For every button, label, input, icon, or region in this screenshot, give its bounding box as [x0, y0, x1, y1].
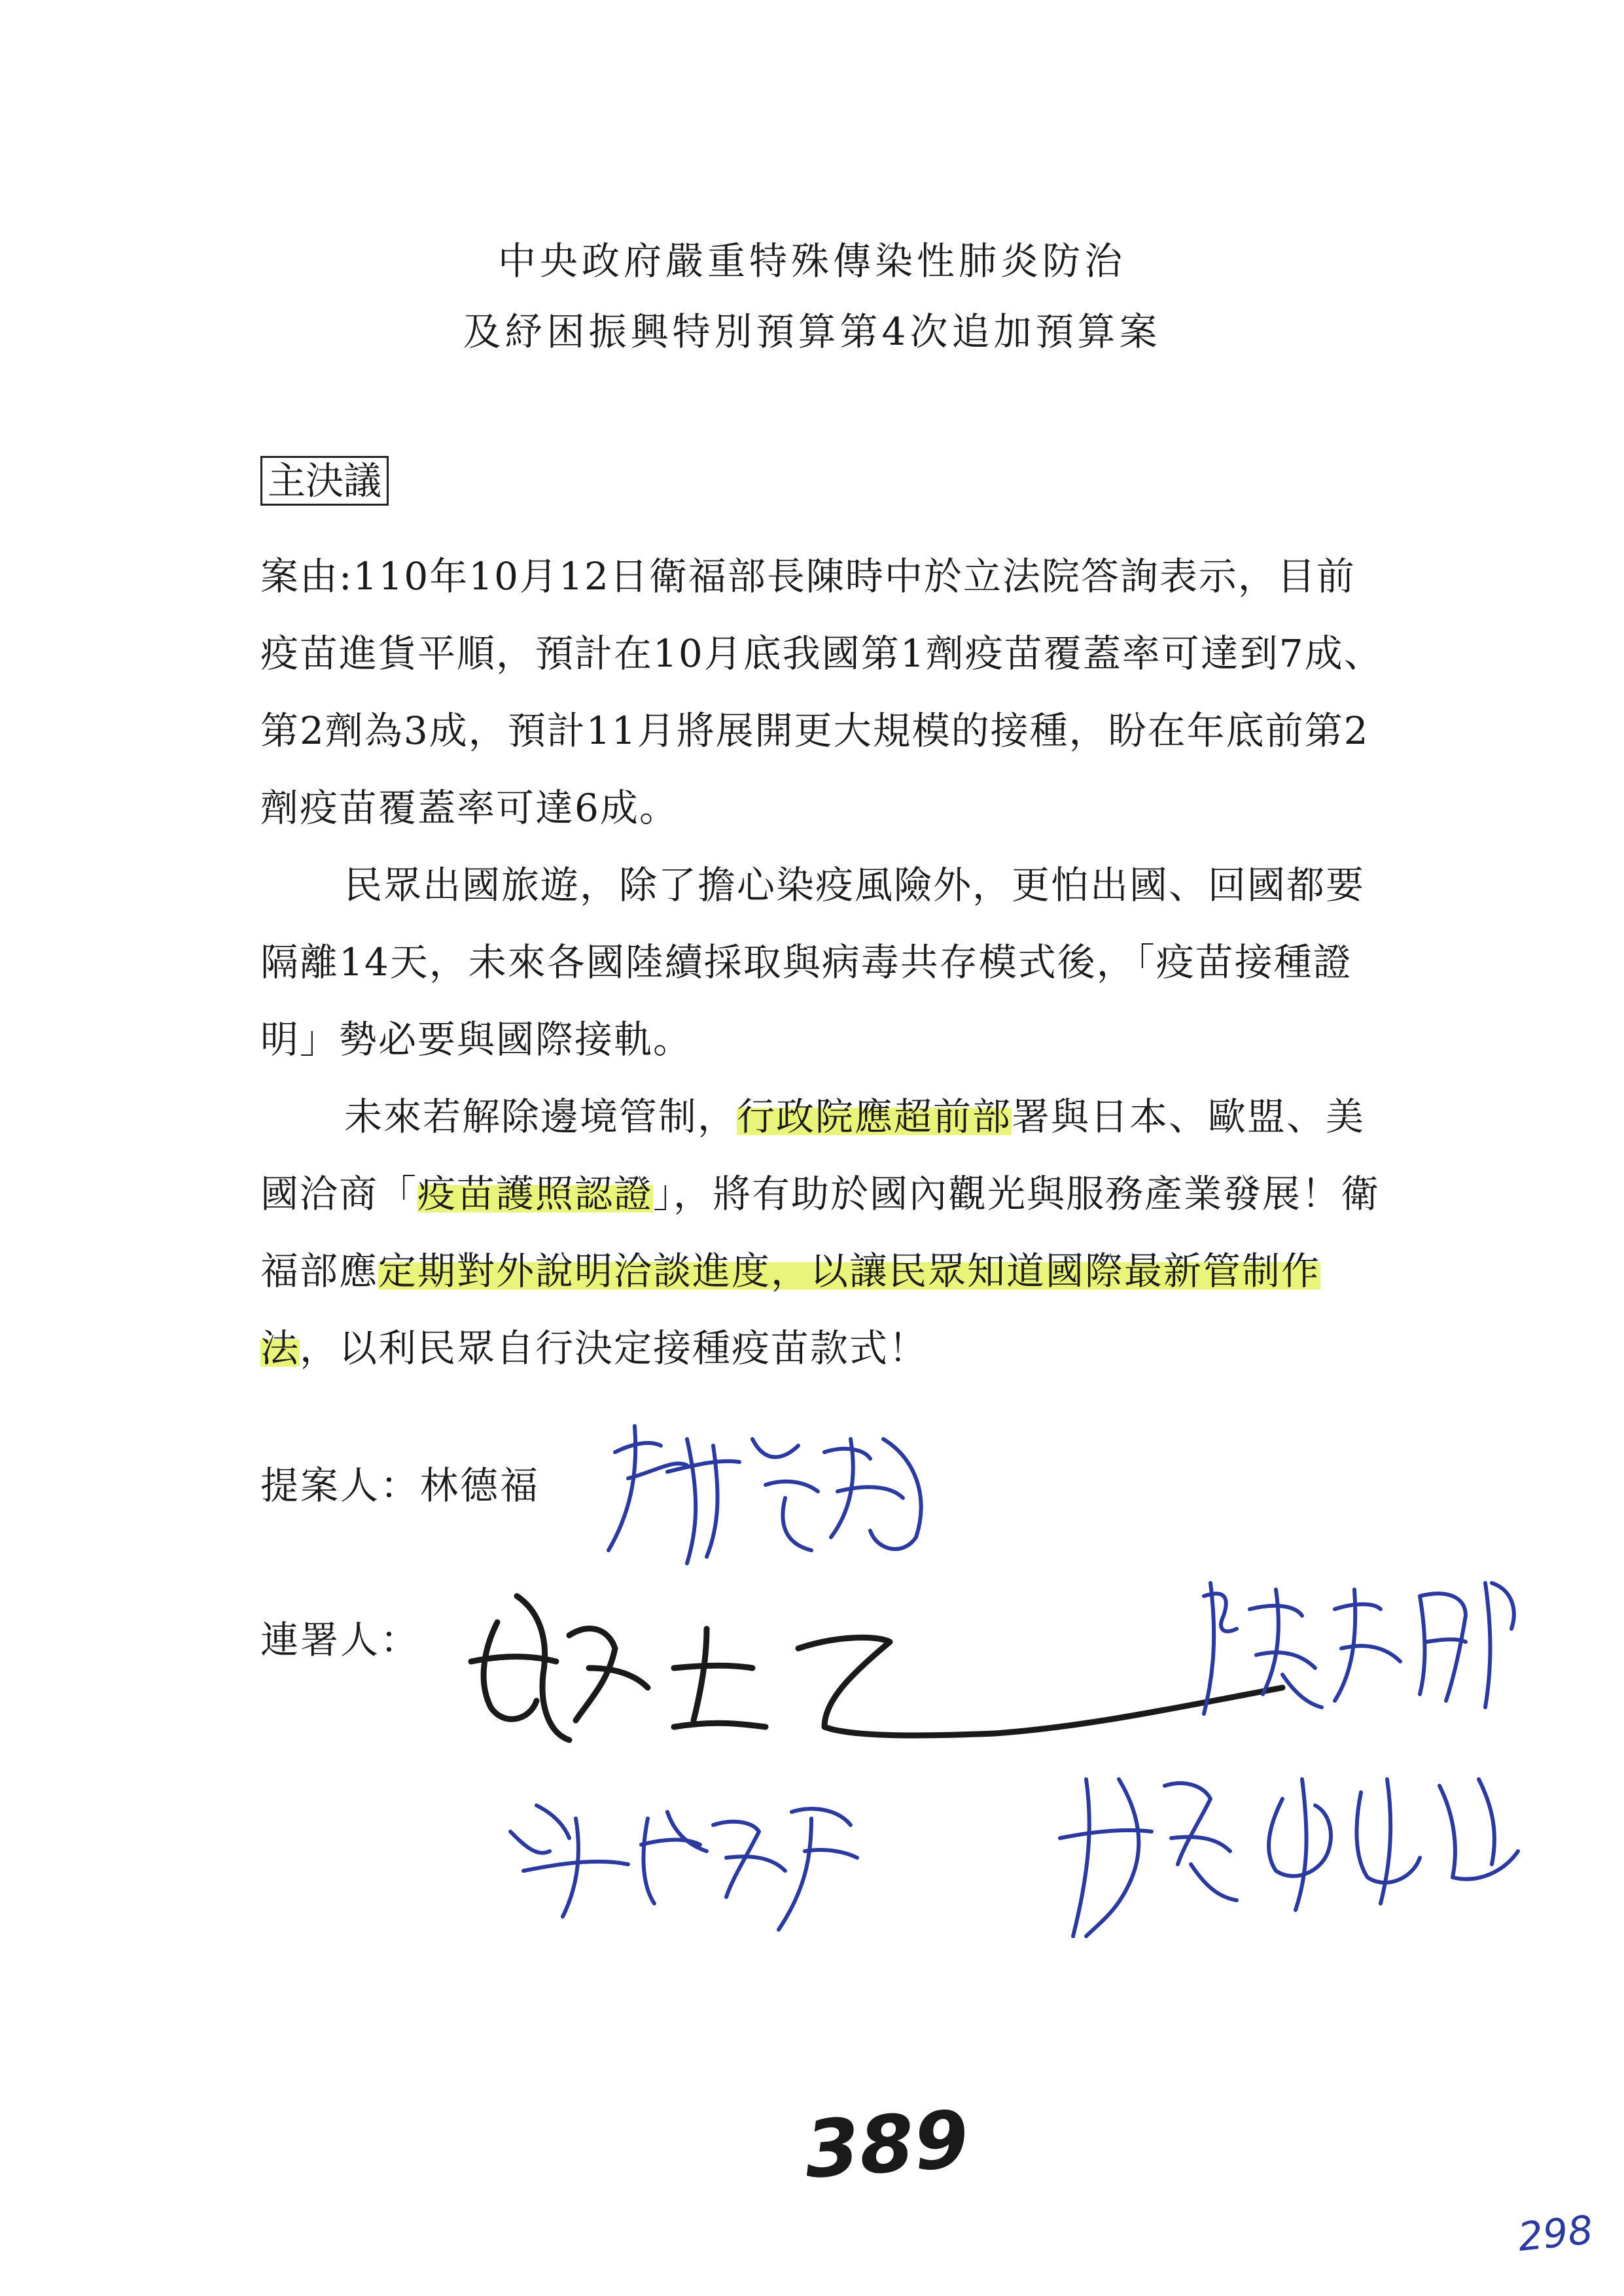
highlight-executive-yuan: 行政院應超前部 [737, 1094, 1012, 1139]
corner-page-number: 298 [1515, 2207, 1595, 2261]
signature-cosigner-4 [1047, 1740, 1538, 1956]
resolution-body [260, 538, 1391, 1387]
paragraph-proposal [260, 1078, 1391, 1387]
document-title-line-2: 及紓困振興特別預算第4次追加預算案 [463, 309, 1161, 354]
proposal-text-d: ，以利民眾自行決定接種疫苗款式！ [300, 1326, 928, 1370]
signature-cosigner-3 [497, 1760, 877, 1943]
document-title-line-1: 中央政府嚴重特殊傳染性肺炎防治 [497, 239, 1126, 283]
section-label-box: 主決議 [260, 456, 389, 506]
highlight-vaccine-passport: 疫苗護照認證 [417, 1172, 654, 1216]
highlight-progress-report: 定期對外說明洽談進度，以讓民眾知道國際最新管制作法 [260, 1249, 1321, 1370]
paragraph-reason: 案由:110年10月12日衛福部長陳時中於立法院答詢表示，目前疫苗進貨平順，預計在10月底我國第1劑疫苗覆蓋率可達到7成、第2劑為3成，預計11月將展開更大規模的接種，盼在年底前第2劑疫苗覆蓋率可達6成。 [260, 554, 1383, 830]
proposal-text-a: 未來若解除邊境管制， [344, 1094, 737, 1139]
proposal-text-c: 」，將有助於國內觀光與服務產業發展！衛福部應 [260, 1172, 1381, 1293]
cosigner-label: 連署人： [260, 1618, 421, 1662]
proposer-label: 提案人：林德福 [260, 1463, 540, 1508]
signature-proposer [589, 1400, 955, 1576]
proposal-text-b: 署與日本、歐盟、美國洽商「 [260, 1094, 1366, 1216]
page-number: 389 [802, 2094, 972, 2197]
signature-cosigner-2 [1184, 1557, 1525, 1727]
paragraph-travel: 民眾出國旅遊，除了擔心染疫風險外，更怕出國、回國都要隔離14天，未來各國陸續採取與病毒共存模式後，「疫苗接種證明」勢必要與國際接軌。 [260, 863, 1366, 1062]
